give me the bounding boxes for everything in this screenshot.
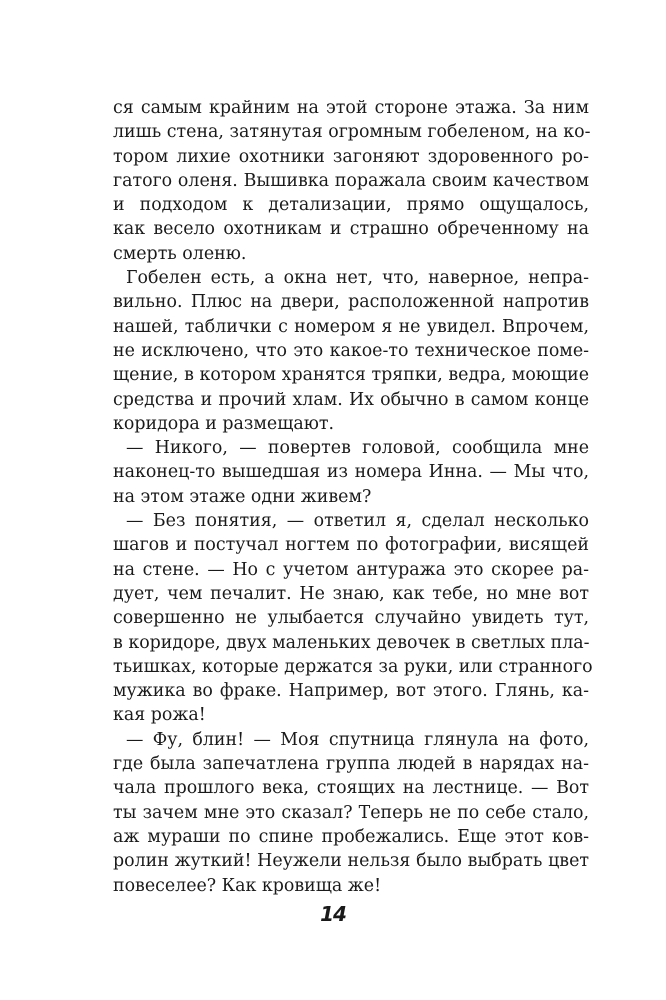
text-line: Гобелен есть, а окна нет, что, наверное, непра- <box>126 268 589 289</box>
text-line: лишь стена, затянутая огромным гобеленом, на ко- <box>113 122 591 143</box>
text-line: чала прошлого века, стоящих на лестнице. — Вот <box>113 778 589 799</box>
text-line: на этом этаже одни живем? <box>113 486 372 507</box>
text-line: в коридоре, двух маленьких девочек в светлых пла- <box>113 632 590 653</box>
text-line: — Никого, — повертев головой, сообщила мне <box>126 438 589 459</box>
text-line: тьишках, которые держатся за руки, или странного <box>113 656 593 677</box>
text-line: аж мураши по спине пробежались. Еще этот ков- <box>113 826 589 847</box>
text-line: нашей, таблички с номером я не увидел. Впрочем, <box>113 316 589 337</box>
text-line: дует, чем печалит. Не знаю, как тебе, но мне вот <box>113 583 589 604</box>
text-line: наконец-то вышедшая из номера Инна. — Мы что, <box>113 462 589 483</box>
text-line: как весело охотникам и страшно обреченному на <box>113 219 589 240</box>
text-line: и подходом к детализации, прямо ощущалось, <box>113 195 589 216</box>
text-line: на стене. — Но с учетом антуража это скорее ра- <box>113 559 589 580</box>
text-line: — Без понятия, — ответил я, сделал несколько <box>126 511 589 532</box>
page-number: 14 <box>320 902 346 926</box>
text-line: смерть оленю. <box>113 243 247 264</box>
text-line: ся самым крайним на этой стороне этажа. За ним <box>113 98 589 118</box>
text-line: тором лихие охотники загоняют здоровенного ро- <box>113 146 589 167</box>
body-text <box>113 96 593 898</box>
text-line: повеселее? Как кровища же! <box>113 875 382 896</box>
text-line: гатого оленя. Вышивка поражала своим качеством <box>113 170 589 191</box>
text-line: — Фу, блин! — Моя спутница глянула на фото, <box>126 729 589 750</box>
text-line: щение, в котором хранятся тряпки, ведра, моющие <box>113 365 589 386</box>
text-line: совершенно не улыбается случайно увидеть тут, <box>113 608 589 629</box>
text-line: средства и прочий хлам. Их обычно в самом конце <box>113 389 589 410</box>
text-line: ты зачем мне это сказал? Теперь не по себе стало, <box>113 802 589 823</box>
text-line: ролин жуткий! Неужели нельзя было выбрать цвет <box>113 851 589 872</box>
text-line: мужика во фраке. Например, вот этого. Глянь, ка- <box>113 681 589 702</box>
text-line: вильно. Плюс на двери, расположенной напротив <box>113 292 589 313</box>
text-line: не исключено, что это какое-то техническое поме- <box>113 340 589 361</box>
text-line: шагов и постучал ногтем по фотографии, висящей <box>113 535 589 556</box>
text-line: кая рожа! <box>113 705 206 726</box>
text-line: где была запечатлена группа людей в нарядах на- <box>113 754 589 775</box>
text-line: коридора и размещают. <box>113 413 335 434</box>
